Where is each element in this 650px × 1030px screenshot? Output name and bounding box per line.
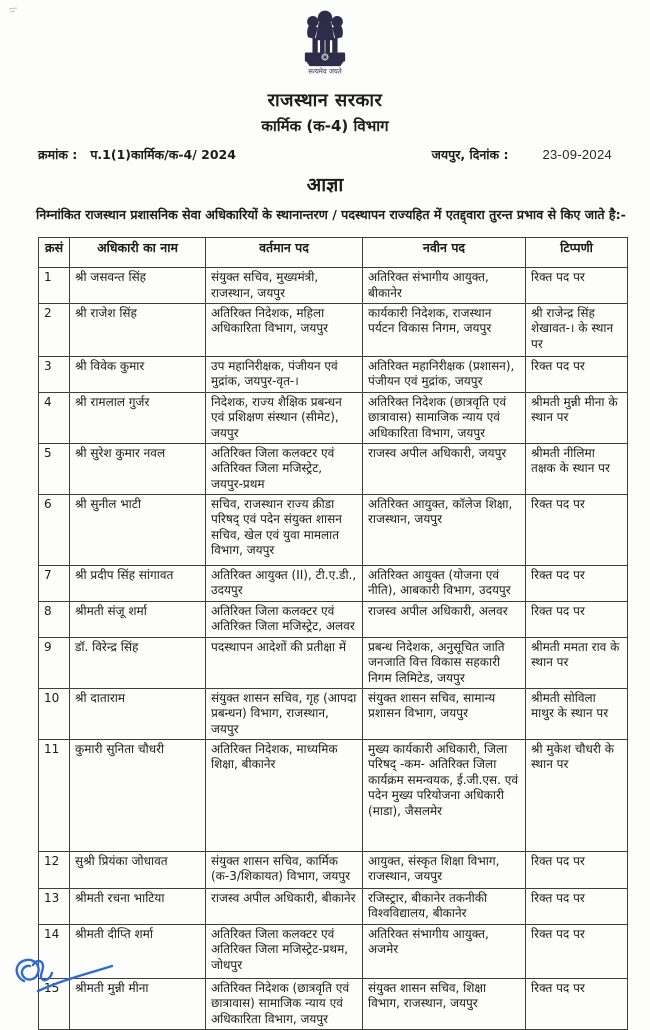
officer-name: श्री सुरेश कुमार नवल <box>70 443 206 494</box>
table-row <box>39 565 628 601</box>
new-post: अतिरिक्त संभागीय आयुक्त, बीकानेर <box>363 268 526 304</box>
remark: रिक्त पद पर <box>526 978 628 1029</box>
officer-name: श्री सुनील भाटी <box>70 494 206 565</box>
table-header-row <box>39 238 628 268</box>
current-post: राजस्व अपील अधिकारी, बीकानेर <box>206 889 363 925</box>
new-post: अतिरिक्त आयुक्त (योजना एवं नीति), आबकारी विभाग, उदयपुर <box>363 565 526 601</box>
row-serial: 12 <box>39 852 70 889</box>
place-date-label: जयपुर, दिनांक : <box>431 147 509 162</box>
remark: रिक्त पद पर <box>526 565 628 601</box>
row-serial: 1 <box>39 268 70 304</box>
current-post: संयुक्त शासन सचिव, गृह (आपदा प्रबन्धन) विभाग, राजस्थान, जयपुर <box>206 689 363 740</box>
remark: रिक्त पद पर <box>526 889 628 925</box>
remark: श्रीमती मुन्नी मीना के स्थान पर <box>526 392 628 443</box>
row-serial: 13 <box>39 889 70 925</box>
row-serial: 3 <box>39 357 70 393</box>
remark: रिक्त पद पर <box>526 601 628 637</box>
row-serial: 11 <box>39 740 70 852</box>
remark: रिक्त पद पर <box>526 268 628 304</box>
department-title: कार्मिक (क-4) विभाग <box>261 117 389 135</box>
document-header <box>0 0 650 136</box>
remark: श्री मुकेश चौधरी के स्थान पर <box>526 740 628 852</box>
new-post: अतिरिक्त संभागीय आयुक्त, अजमेर <box>363 924 526 978</box>
officer-name: श्रीमती दीप्ति शर्मा <box>70 924 206 978</box>
col-header-new-post: नवीन पद <box>363 238 526 268</box>
new-post: संयुक्त शासन सचिव, सामान्य प्रशासन विभाग, जयपुर <box>363 689 526 740</box>
new-post: अतिरिक्त निदेशक (छात्रवृति एवं छात्रावास) सामाजिक न्याय एवं अधिकारिता विभाग, जयपुर <box>363 392 526 443</box>
officer-name: श्रीमती संजू शर्मा <box>70 601 206 637</box>
current-post: सचिव, राजस्थान राज्य क्रीडा परिषद् एवं पदेन संयुक्त शासन सचिव, खेल एवं युवा मामलात विभाग, जयपुर <box>206 494 363 565</box>
new-post: अतिरिक्त आयुक्त, कॉलेज शिक्षा, राजस्थान, जयपुर <box>363 494 526 565</box>
col-header-remark: टिप्पणी <box>526 238 628 268</box>
table-row <box>39 443 628 494</box>
current-post: निदेशक, राज्य शैक्षिक प्रबन्धन एवं प्रशिक्षण संस्थान (सीमेट), जयपुर <box>206 392 363 443</box>
officer-name: श्रीमती रचना भाटिया <box>70 889 206 925</box>
table-row <box>39 392 628 443</box>
reference-number <box>38 146 236 163</box>
ref-value: प.1(1)कार्मिक/क-4/ 2024 <box>90 147 236 162</box>
remark: रिक्त पद पर <box>526 357 628 393</box>
current-post: उप महानिरीक्षक, पंजीयन एवं मुद्रांक, जयपुर-वृत-। <box>206 357 363 393</box>
row-serial: 10 <box>39 689 70 740</box>
table-row <box>39 889 628 925</box>
current-post: अतिरिक्त जिला कलक्टर एवं अतिरिक्त जिला मजिस्ट्रेट-प्रथम, जोधपुर <box>206 924 363 978</box>
officer-name: श्री प्रदीप सिंह सांगावत <box>70 565 206 601</box>
new-post: आयुक्त, संस्कृत शिक्षा विभाग, राजस्थान, जयपुर <box>363 852 526 889</box>
officer-name: श्री विवेक कुमार <box>70 357 206 393</box>
row-serial: 5 <box>39 443 70 494</box>
row-serial: 4 <box>39 392 70 443</box>
remark: रिक्त पद पर <box>526 494 628 565</box>
row-serial: 15 <box>39 978 70 1029</box>
officer-name: श्री रामलाल गुर्जर <box>70 392 206 443</box>
col-header-officer-name: अधिकारी का नाम <box>70 238 206 268</box>
table-row <box>39 357 628 393</box>
order-title: आज्ञा <box>306 174 344 196</box>
signature-scribble <box>0 933 170 999</box>
table-row <box>39 268 628 304</box>
reference-row <box>38 146 612 163</box>
row-serial: 9 <box>39 637 70 688</box>
ref-label: क्रमांक : <box>38 147 78 162</box>
row-serial: 8 <box>39 601 70 637</box>
current-post: अतिरिक्त निदेशक, माध्यमिक शिक्षा, बीकानेर <box>206 740 363 852</box>
officer-name: श्री राजेश सिंह <box>70 304 206 357</box>
current-post: अतिरिक्त आयुक्त (II), टी.ए.डी., उदयपुर <box>206 565 363 601</box>
emblem-motto: सत्यमेव जयते <box>308 67 342 76</box>
government-title: राजस्थान सरकार <box>267 90 383 111</box>
col-header-serial: क्रसं <box>39 238 70 268</box>
new-post: राजस्व अपील अधिकारी, जयपुर <box>363 443 526 494</box>
current-post: अतिरिक्त निदेशक, महिला अधिकारिता विभाग, जयपुर <box>206 304 363 357</box>
table-row <box>39 689 628 740</box>
current-post: अतिरिक्त जिला कलक्टर एवं अतिरिक्त जिला मजिस्ट्रेट, जयपुर-प्रथम <box>206 443 363 494</box>
remark: रिक्त पद पर <box>526 924 628 978</box>
officer-name: श्री जसवन्त सिंह <box>70 268 206 304</box>
new-post: राजस्व अपील अधिकारी, अलवर <box>363 601 526 637</box>
col-header-current-post: वर्तमान पद <box>206 238 363 268</box>
transfer-table <box>38 237 628 1030</box>
officer-name: श्री दाताराम <box>70 689 206 740</box>
current-post: संयुक्त सचिव, मुख्यमंत्री, राजस्थान, जयपुर <box>206 268 363 304</box>
officer-name: सुश्री प्रियंका जोधावत <box>70 852 206 889</box>
new-post: रजिस्ट्रार, बीकानेर तकनीकी विश्वविद्यालय, बीकानेर <box>363 889 526 925</box>
remark: श्री राजेन्द्र सिंह शेखावत-। के स्थान पर <box>526 304 628 357</box>
row-serial: 14 <box>39 924 70 978</box>
table-row <box>39 637 628 688</box>
new-post: कार्यकारी निदेशक, राजस्थान पर्यटन विकास निगम, जयपुर <box>363 304 526 357</box>
remark: रिक्त पद पर <box>526 852 628 889</box>
table-row <box>39 304 628 357</box>
date-stamp: 23-09-2024 <box>542 147 612 162</box>
new-post: अतिरिक्त महानिरीक्षक (प्रशासन), पंजीयन एवं मुद्रांक, जयपुर <box>363 357 526 393</box>
place-date <box>432 146 612 163</box>
table-row <box>39 494 628 565</box>
row-serial: 7 <box>39 565 70 601</box>
national-emblem-icon <box>287 8 363 84</box>
new-post: मुख्य कार्यकारी अधिकारी, जिला परिषद् -कम- अतिरिक्त जिला कार्यक्रम समन्वयक, ई.जी.एस. एवं पदेन मुख्य परियोजना अधिकारी (माडा), जैसलमेर <box>363 740 526 852</box>
remark: श्रीमती ममता राव के स्थान पर <box>526 637 628 688</box>
officer-name: श्रीमती मुन्नी मीना <box>70 978 206 1029</box>
remark: श्रीमती नीलिमा तक्षक के स्थान पर <box>526 443 628 494</box>
officer-name: कुमारी सुनिता चौधरी <box>70 740 206 852</box>
remark: श्रीमती सोविला माथुर के स्थान पर <box>526 689 628 740</box>
table-row <box>39 852 628 889</box>
row-serial: 2 <box>39 304 70 357</box>
current-post: पदस्थापन आदेशों की प्रतीक्षा में <box>206 637 363 688</box>
table-row <box>39 740 628 852</box>
new-post: संयुक्त शासन सचिव, शिक्षा विभाग, राजस्थान, जयपुर <box>363 978 526 1029</box>
row-serial: 6 <box>39 494 70 565</box>
current-post: अतिरिक्त जिला कलक्टर एवं अतिरिक्त जिला मजिस्ट्रेट, अलवर <box>206 601 363 637</box>
intro-text: निम्नांकित राजस्थान प्रशासनिक सेवा अधिकारियों के स्थानान्तरण / पदस्थापन राज्यहित में एतद्द्वारा तुरन्त प्रभाव से किए जाते है:- <box>36 207 626 222</box>
new-post: प्रबन्ध निदेशक, अनुसूचित जाति जनजाति वित्त विकास सहकारी निगम लिमिटेड, जयपुर <box>363 637 526 688</box>
current-post: संयुक्त शासन सचिव, कार्मिक (क-3/शिकायत) विभाग, जयपुर <box>206 852 363 889</box>
officer-name: डॉ. विरेन्द्र सिंह <box>70 637 206 688</box>
current-post: अतिरिक्त निदेशक (छात्रवृति एवं छात्रावास) सामाजिक न्याय एवं अधिकारिता विभाग, जयपुर <box>206 978 363 1029</box>
table-row <box>39 601 628 637</box>
corner-pen-mark <box>8 6 22 16</box>
